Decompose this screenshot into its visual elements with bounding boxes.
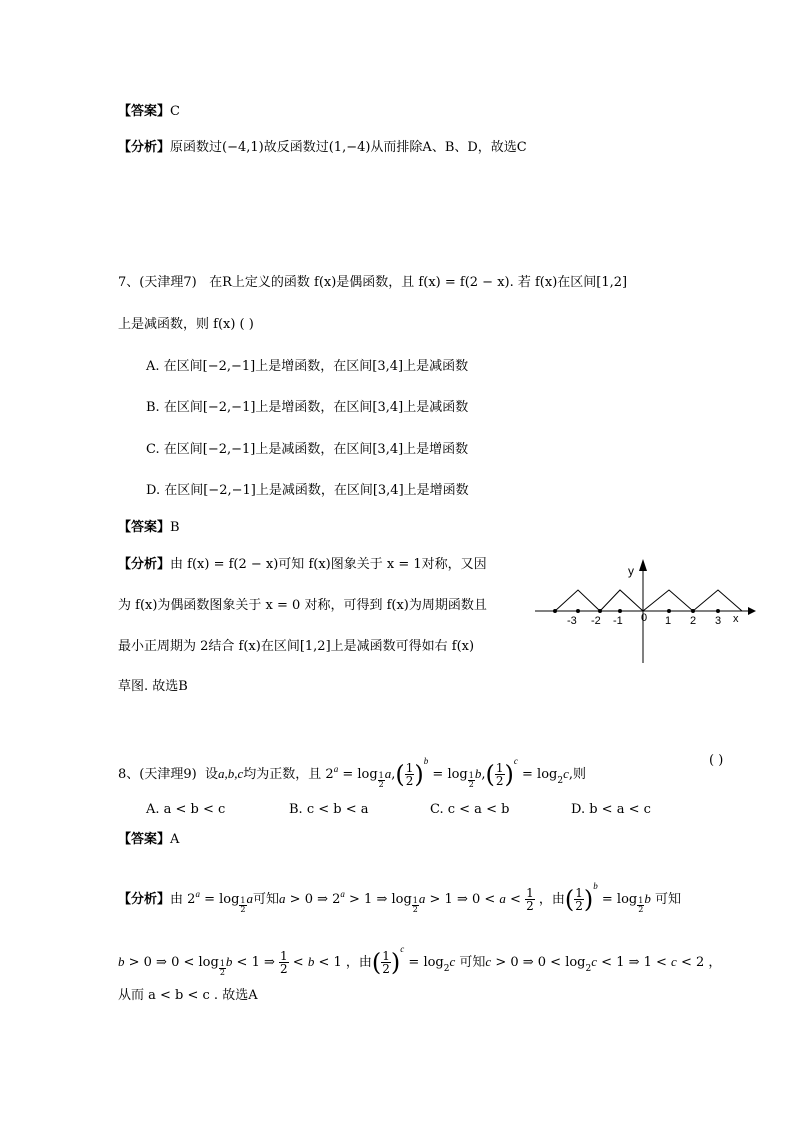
- tick-dot: [691, 609, 695, 613]
- q8-analysis-line-3: 从而 a < b < c . 故选A: [118, 988, 258, 1003]
- q8-vars: a,b,c: [217, 766, 244, 781]
- q8-analysis-you: 由: [170, 892, 184, 907]
- tick-dot: [716, 609, 720, 613]
- q8-option-d: D. b < a < c: [571, 802, 651, 817]
- q7-answer-label: 【答案】: [118, 520, 171, 535]
- q7-analysis-line-3: 最小正周期为 2结合 f(x)在区间[1,2]上是减函数可得如右 f(x): [118, 639, 475, 654]
- y-axis-arrow: [639, 559, 647, 571]
- tick-label: 3: [715, 615, 722, 627]
- q7-number: 7、(天津理7): [118, 275, 197, 290]
- q8-answer-value: A: [170, 832, 180, 847]
- q7-option-d: D. 在区间[−2,−1]上是减函数，在区间[3,4]上是增函数: [146, 483, 469, 498]
- q8-stem-prefix: 设: [204, 767, 218, 782]
- answer-line-1: [118, 102, 180, 122]
- analysis-label: 【分析】: [118, 140, 171, 155]
- q8-number: 8、(天津理9): [118, 767, 197, 782]
- tick-dot: [598, 609, 602, 613]
- q8-stem-line: [118, 751, 586, 791]
- tick-dot: [667, 609, 671, 613]
- q8-analysis-line-2: b > 0 ⇒ 0 < log $_{\frac{1}{2}}$ b < 1 ⇒ $\frac{1}{2}$ < b < 1 ，由( $\frac{1}{2}$ )$^c = \log_2c$ 可知c > 0 ⇒ $0 < \log_2c < 1$ ⇒ 1 < c < 2 ，: [118, 944, 722, 977]
- q7-option-c: C. 在区间[−2,−1]上是减函数，在区间[3,4]上是增函数: [146, 442, 469, 457]
- tick-label: -3: [567, 615, 577, 627]
- x-axis-arrow: [748, 607, 756, 615]
- q7-analysis-line-1: [118, 555, 487, 575]
- q7-option-b: B. 在区间[−2,−1]上是增函数，在区间[3,4]上是减函数: [146, 400, 469, 415]
- q7-analysis-1: 由 f(x) = f(2 − x)可知 f(x)图象关于 x = 1对称，又因: [170, 557, 487, 572]
- q7-analysis-label: 【分析】: [118, 557, 171, 572]
- q8-analysis-label: 【分析】: [118, 892, 171, 907]
- y-axis-label: y: [628, 564, 634, 578]
- answer-label: 【答案】: [118, 104, 171, 119]
- tick-label: 2: [690, 615, 697, 627]
- q8-analysis-kezhi: 可知: [253, 892, 280, 907]
- q8-option-b: B. c < b < a: [289, 802, 369, 817]
- q8-analysis-line-1: [118, 876, 681, 916]
- tick-label: 1: [665, 615, 672, 627]
- q7-analysis-line-4: 草图. 故选B: [118, 679, 188, 694]
- q7-option-a: A. 在区间[−2,−1]上是增函数，在区间[3,4]上是减函数: [146, 359, 469, 374]
- q8-option-a: A. a < b < c: [146, 802, 226, 817]
- origin-label: 0: [641, 612, 648, 624]
- q8-option-c: C. c < a < b: [430, 802, 510, 817]
- q8-answer-line: [118, 830, 179, 850]
- analysis-text: 原函数过(−4,1)故反函数过(1,−4)从而排除A、B、D，故选C: [170, 140, 527, 155]
- q7-analysis-line-2: 为 f(x)为偶函数图象关于 x = 0 对称，可得到 f(x)为周期函数且: [118, 598, 487, 613]
- q7-stem-line-1: [118, 273, 627, 293]
- q7-stem-line-2: [118, 315, 254, 335]
- q8-stem-mid: 均为正数，且: [243, 767, 322, 782]
- q7-stem-1: 在R上定义的函数 f(x)是偶函数，且 f(x) = f(2 − x). 若 f(x)在区间[1,2]: [209, 275, 628, 290]
- q8-analysis-chain-1: a > 0 ⇒ $2^a > 1$ ⇒ log $_{\frac{1}{2}}$ a > 1 ⇒ 0 < a < $\frac{1}{2}$ ，由( $\frac{1}{2}$ )$^b$ = log $_{\frac{1}{2}}$ b 可知: [279, 881, 681, 914]
- answer-value: C: [170, 104, 180, 119]
- q8-answer-label: 【答案】: [118, 832, 171, 847]
- tick-dot: [553, 609, 557, 613]
- tick-label: -2: [591, 615, 601, 627]
- q7-answer-line: [118, 518, 180, 538]
- q7-answer-value: B: [170, 520, 180, 535]
- q8-stem-then: ,则: [568, 767, 586, 782]
- periodic-function-graph: [530, 555, 760, 667]
- q8-equation: $2^a = \log$ $_{\frac{1}{2}}$ a,( $\frac{1}{2}$ )$^b$ = log $_{\frac{1}{2}}$ b,( $\frac{1}{2}$ )$^c = \log_2c$: [325, 756, 569, 789]
- function-curve: [555, 590, 742, 611]
- x-axis-label: x: [733, 613, 739, 625]
- analysis-line-1: [118, 138, 527, 158]
- q7-stem-2: 上是减函数，则 f(x) ( ): [118, 317, 254, 332]
- tick-dot: [576, 609, 580, 613]
- tick-dot: [618, 609, 622, 613]
- tick-label: -1: [613, 615, 623, 627]
- q8-analysis-formula-1: $2^a = \log$ $_{\frac{1}{2}}$ a: [187, 889, 254, 914]
- q8-paren-blank: ( ): [709, 753, 724, 768]
